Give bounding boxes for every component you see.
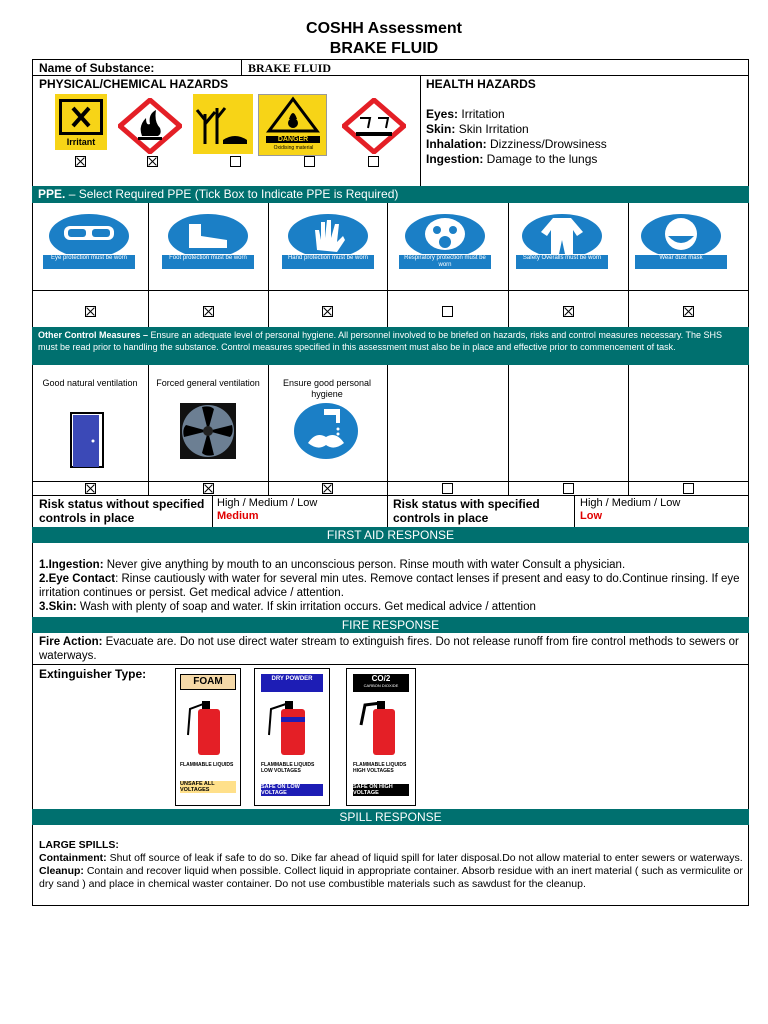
containment-text: Shut off source of leak if safe to do so. Dike far ahead of liquid spill for later disposal.Do not allow material to enter sewers or waterways. bbox=[106, 852, 743, 864]
co2-hazard: FLAMMABLE LIQUIDS HIGH VOLTAGES bbox=[353, 762, 407, 774]
control-forced-ventilation-label: Forced general ventilation bbox=[156, 378, 260, 388]
hygiene-checkbox[interactable] bbox=[322, 483, 333, 494]
substance-name-value: BRAKE FLUID bbox=[248, 61, 332, 75]
oxidising-icon bbox=[258, 94, 327, 156]
substance-name-label: Name of Substance: bbox=[39, 61, 155, 75]
cleanup-label: Cleanup: bbox=[39, 865, 84, 877]
oxidising-checkbox[interactable] bbox=[304, 156, 315, 167]
hand-washing-icon bbox=[294, 403, 358, 459]
ppe-header-text: – Select Required PPE (Tick Box to Indicate PPE is Required) bbox=[65, 187, 399, 201]
ingestion-value: Damage to the lungs bbox=[486, 152, 598, 166]
co2-subtype: CARBON DIOXIDE bbox=[363, 683, 399, 688]
other-control-measures bbox=[32, 327, 749, 365]
dry-powder-extinguisher-icon bbox=[254, 668, 330, 806]
foot-protection-checkbox[interactable] bbox=[203, 306, 214, 317]
foam-extinguisher-icon bbox=[175, 668, 241, 806]
health-hazards-label: HEALTH HAZARDS bbox=[426, 77, 536, 91]
inhalation-value: Dizziness/Drowsiness bbox=[490, 137, 607, 151]
dry-powder-type: DRY POWDER bbox=[261, 674, 323, 692]
extinguisher-label: Extinguisher Type: bbox=[39, 667, 147, 681]
hand-protection-checkbox[interactable] bbox=[322, 306, 333, 317]
other-control-label: Other Control Measures – bbox=[38, 330, 149, 340]
risk-with-options: High / Medium / Low bbox=[580, 497, 681, 509]
document-subtitle: BRAKE FLUID bbox=[329, 40, 439, 57]
containment-label: Containment: bbox=[39, 852, 107, 864]
corrosive-icon bbox=[342, 98, 406, 154]
dust-mask-checkbox[interactable] bbox=[683, 306, 694, 317]
skin-value: Skin Irritation bbox=[458, 122, 529, 136]
fire-action-text: Evacuate are. Do not use direct water stream to extinguish fires. Do not release runoff from fire control methods to sewers or waterways. bbox=[39, 636, 739, 662]
dry-powder-note: SAFE ON LOW VOLTAGE bbox=[261, 784, 323, 796]
other-control-text: Ensure an adequate level of personal hygiene. All personnel involved to be briefed on hazards, risks and control measures necessary. The SHS must be read prior to handling the substance. Control measures specified in this assessment must also be in place and effective prior to commencement of task. bbox=[38, 330, 723, 352]
safety-overalls-checkbox[interactable] bbox=[563, 306, 574, 317]
eyes-label: Eyes: bbox=[426, 107, 459, 121]
eye-protection-checkbox[interactable] bbox=[85, 306, 96, 317]
first-aid-ingestion-label: 1.Ingestion: bbox=[39, 559, 104, 571]
environment-checkbox[interactable] bbox=[230, 156, 241, 167]
oxidising-subcaption: Oxidising material bbox=[273, 145, 314, 151]
flammable-icon bbox=[118, 98, 182, 154]
ppe-header bbox=[32, 186, 749, 203]
dust-mask-caption: Wear dust mask bbox=[634, 254, 728, 270]
irritant-icon bbox=[55, 94, 107, 150]
oxidising-caption: DANGER bbox=[266, 136, 320, 143]
fire-response-title: FIRE RESPONSE bbox=[341, 618, 440, 632]
co2-type: CO/2 bbox=[371, 674, 391, 683]
physical-hazards-label: PHYSICAL/CHEMICAL HAZARDS bbox=[39, 77, 229, 91]
risk-with-label: Risk status with specified controls in place bbox=[393, 497, 540, 525]
eye-protection-icon bbox=[42, 210, 136, 272]
eyes-value: Irritation bbox=[461, 107, 505, 121]
respiratory-protection-icon bbox=[398, 210, 492, 272]
dust-mask-icon bbox=[634, 210, 728, 272]
cleanup-text: Contain and recover liquid when possible. Collect liquid in appropriate container. Absorb residue with an inert material ( such as vermiculite or dry sand ) and place in chemical waster container. Do not use combustible materials such as sawdust for the cleanup. bbox=[39, 865, 743, 890]
respiratory-protection-checkbox[interactable] bbox=[442, 306, 453, 317]
first-aid-text bbox=[39, 558, 745, 614]
risk-without-value: Medium bbox=[217, 510, 259, 522]
irritant-checkbox[interactable] bbox=[75, 156, 86, 167]
forced-ventilation-checkbox[interactable] bbox=[203, 483, 214, 494]
spill-response-text bbox=[39, 839, 745, 891]
safety-overalls-icon bbox=[515, 210, 609, 272]
document-title: COSHH Assessment bbox=[306, 20, 462, 37]
fire-action bbox=[39, 635, 745, 663]
first-aid-eye-label: 2.Eye Contact bbox=[39, 573, 116, 585]
hand-protection-icon bbox=[281, 210, 375, 272]
spill-response-title: SPILL RESPONSE bbox=[339, 810, 442, 824]
control-4-checkbox[interactable] bbox=[442, 483, 453, 494]
risk-with-value: Low bbox=[580, 510, 602, 522]
natural-ventilation-checkbox[interactable] bbox=[85, 483, 96, 494]
foam-type: FOAM bbox=[180, 674, 236, 690]
ingestion-label: Ingestion: bbox=[426, 152, 484, 166]
first-aid-skin-text: Wash with plenty of soap and water. If skin irritation occurs. Get medical advice / attention bbox=[76, 601, 536, 613]
ppe-header-bold: PPE. bbox=[38, 187, 66, 201]
fan-icon bbox=[180, 403, 236, 459]
first-aid-title: FIRST AID RESPONSE bbox=[326, 528, 455, 542]
risk-without-options: High / Medium / Low bbox=[217, 497, 318, 509]
irritant-caption: Irritant bbox=[66, 137, 96, 147]
co2-extinguisher-icon bbox=[346, 668, 416, 806]
health-hazards-list bbox=[426, 107, 607, 167]
control-6-checkbox[interactable] bbox=[683, 483, 694, 494]
co2-note: SAFE ON HIGH VOLTAGE bbox=[353, 784, 409, 796]
first-aid-ingestion-text: Never give anything by mouth to an unconscious person. Rinse mouth with water Consult a physician. bbox=[103, 559, 626, 571]
respiratory-protection-caption: Respiratory protection must be worn bbox=[398, 254, 492, 270]
foam-note: UNSAFE ALL VOLTAGES bbox=[180, 781, 236, 793]
dry-powder-hazard: FLAMMABLE LIQUIDS LOW VOLTAGES bbox=[261, 762, 315, 774]
inhalation-label: Inhalation: bbox=[426, 137, 487, 151]
control-natural-ventilation-label: Good natural ventilation bbox=[42, 378, 138, 388]
large-spills-label: LARGE SPILLS: bbox=[39, 839, 119, 851]
first-aid-eye-text: : Rinse cautiously with water for several min utes. Remove contact lenses if present and easy to do.Continue rinsing. If eye irritation continues or persist. Get medical advice / attention. bbox=[39, 573, 740, 599]
skin-label: Skin: bbox=[426, 122, 456, 136]
hand-protection-caption: Hand protection must be worn bbox=[281, 254, 375, 270]
safety-overalls-caption: Safety Overalls must be worn bbox=[515, 254, 609, 270]
door-icon bbox=[69, 411, 105, 469]
foot-protection-caption: Foot protection must be worn bbox=[161, 254, 255, 270]
eye-protection-caption: Eye protection must be worn bbox=[42, 254, 136, 270]
flammable-checkbox[interactable] bbox=[147, 156, 158, 167]
foam-hazard: FLAMMABLE LIQUIDS bbox=[180, 762, 234, 768]
control-5-checkbox[interactable] bbox=[563, 483, 574, 494]
control-hygiene-label: Ensure good personal hygiene bbox=[282, 378, 372, 399]
foot-protection-icon bbox=[161, 210, 255, 272]
environment-icon bbox=[193, 94, 253, 154]
fire-action-label: Fire Action: bbox=[39, 636, 103, 648]
corrosive-checkbox[interactable] bbox=[368, 156, 379, 167]
first-aid-skin-label: 3.Skin: bbox=[39, 601, 77, 613]
risk-without-label: Risk status without specified controls in place bbox=[39, 497, 205, 525]
